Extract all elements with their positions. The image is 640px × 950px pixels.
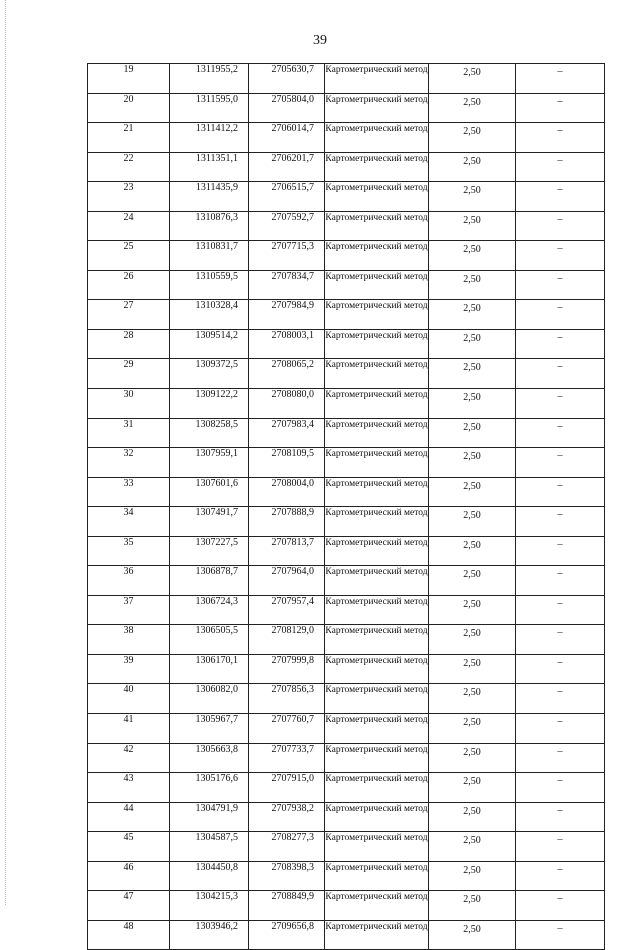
- x-coordinate-cell: 1304450,8: [170, 861, 249, 891]
- y-coordinate-cell: 2708004,0: [249, 477, 325, 507]
- y-coordinate-cell: 2708398,3: [249, 861, 325, 891]
- accuracy-cell: 2,50: [429, 536, 516, 566]
- method-cell: Картометрический метод: [325, 270, 429, 300]
- point-number-cell: 42: [88, 743, 170, 773]
- table-row: [88, 93, 605, 123]
- note-cell: –: [516, 773, 605, 803]
- point-number-cell: 44: [88, 802, 170, 832]
- x-coordinate-cell: 1306724,3: [170, 595, 249, 625]
- method-cell: Картометрический метод: [325, 773, 429, 803]
- accuracy-cell: 2,50: [429, 123, 516, 153]
- note-cell: –: [516, 64, 605, 94]
- y-coordinate-cell: 2708277,3: [249, 832, 325, 862]
- note-cell: –: [516, 832, 605, 862]
- x-coordinate-cell: 1306878,7: [170, 566, 249, 596]
- point-number-cell: 48: [88, 920, 170, 950]
- note-cell: –: [516, 182, 605, 212]
- note-cell: –: [516, 123, 605, 153]
- accuracy-cell: 2,50: [429, 182, 516, 212]
- method-cell: Картометрический метод: [325, 211, 429, 241]
- scan-edge-line: [5, 0, 6, 905]
- method-cell: Картометрический метод: [325, 654, 429, 684]
- method-cell: Картометрический метод: [325, 418, 429, 448]
- note-cell: –: [516, 300, 605, 330]
- method-cell: Картометрический метод: [325, 743, 429, 773]
- note-cell: –: [516, 241, 605, 271]
- table-row: [88, 182, 605, 212]
- point-number-cell: 32: [88, 448, 170, 478]
- point-number-cell: 27: [88, 300, 170, 330]
- accuracy-cell: 2,50: [429, 270, 516, 300]
- method-cell: Картометрический метод: [325, 714, 429, 744]
- y-coordinate-cell: 2708003,1: [249, 329, 325, 359]
- point-number-cell: 39: [88, 654, 170, 684]
- note-cell: –: [516, 861, 605, 891]
- table-row: [88, 566, 605, 596]
- y-coordinate-cell: 2707856,3: [249, 684, 325, 714]
- method-cell: Картометрический метод: [325, 832, 429, 862]
- method-cell: Картометрический метод: [325, 507, 429, 537]
- table-row: [88, 654, 605, 684]
- point-number-cell: 43: [88, 773, 170, 803]
- page-number: 39: [313, 33, 327, 48]
- accuracy-cell: 2,50: [429, 832, 516, 862]
- accuracy-cell: 2,50: [429, 211, 516, 241]
- method-cell: Картометрический метод: [325, 123, 429, 153]
- point-number-cell: 41: [88, 714, 170, 744]
- x-coordinate-cell: 1311351,1: [170, 152, 249, 182]
- method-cell: Картометрический метод: [325, 389, 429, 419]
- note-cell: –: [516, 566, 605, 596]
- note-cell: –: [516, 743, 605, 773]
- accuracy-cell: 2,50: [429, 595, 516, 625]
- y-coordinate-cell: 2707813,7: [249, 536, 325, 566]
- y-coordinate-cell: 2707760,7: [249, 714, 325, 744]
- note-cell: –: [516, 418, 605, 448]
- y-coordinate-cell: 2707957,4: [249, 595, 325, 625]
- x-coordinate-cell: 1311435,9: [170, 182, 249, 212]
- accuracy-cell: 2,50: [429, 654, 516, 684]
- point-number-cell: 33: [88, 477, 170, 507]
- accuracy-cell: 2,50: [429, 625, 516, 655]
- note-cell: –: [516, 152, 605, 182]
- table-row: [88, 300, 605, 330]
- x-coordinate-cell: 1305176,6: [170, 773, 249, 803]
- x-coordinate-cell: 1309372,5: [170, 359, 249, 389]
- method-cell: Картометрический метод: [325, 536, 429, 566]
- table-row: [88, 773, 605, 803]
- y-coordinate-cell: 2708849,9: [249, 891, 325, 921]
- method-cell: Картометрический метод: [325, 329, 429, 359]
- method-cell: Картометрический метод: [325, 64, 429, 94]
- point-number-cell: 37: [88, 595, 170, 625]
- point-number-cell: 28: [88, 329, 170, 359]
- x-coordinate-cell: 1310876,3: [170, 211, 249, 241]
- table-row: [88, 389, 605, 419]
- point-number-cell: 45: [88, 832, 170, 862]
- table-row: [88, 477, 605, 507]
- y-coordinate-cell: 2706014,7: [249, 123, 325, 153]
- x-coordinate-cell: 1304215,3: [170, 891, 249, 921]
- table-row: [88, 418, 605, 448]
- table-row: [88, 802, 605, 832]
- y-coordinate-cell: 2706515,7: [249, 182, 325, 212]
- method-cell: Картометрический метод: [325, 595, 429, 625]
- method-cell: Картометрический метод: [325, 152, 429, 182]
- x-coordinate-cell: 1304791,9: [170, 802, 249, 832]
- y-coordinate-cell: 2707888,9: [249, 507, 325, 537]
- point-number-cell: 29: [88, 359, 170, 389]
- y-coordinate-cell: 2707733,7: [249, 743, 325, 773]
- x-coordinate-cell: 1307227,5: [170, 536, 249, 566]
- table-row: [88, 625, 605, 655]
- point-number-cell: 20: [88, 93, 170, 123]
- y-coordinate-cell: 2708109,5: [249, 448, 325, 478]
- note-cell: –: [516, 802, 605, 832]
- point-number-cell: 19: [88, 64, 170, 94]
- accuracy-cell: 2,50: [429, 802, 516, 832]
- y-coordinate-cell: 2707938,2: [249, 802, 325, 832]
- note-cell: –: [516, 684, 605, 714]
- y-coordinate-cell: 2707984,9: [249, 300, 325, 330]
- method-cell: Картометрический метод: [325, 182, 429, 212]
- method-cell: Картометрический метод: [325, 625, 429, 655]
- method-cell: Картометрический метод: [325, 241, 429, 271]
- x-coordinate-cell: 1311412,2: [170, 123, 249, 153]
- note-cell: –: [516, 625, 605, 655]
- note-cell: –: [516, 891, 605, 921]
- y-coordinate-cell: 2707592,7: [249, 211, 325, 241]
- table-row: [88, 536, 605, 566]
- x-coordinate-cell: 1311595,0: [170, 93, 249, 123]
- accuracy-cell: 2,50: [429, 64, 516, 94]
- point-number-cell: 36: [88, 566, 170, 596]
- table-row: [88, 448, 605, 478]
- method-cell: Картометрический метод: [325, 300, 429, 330]
- note-cell: –: [516, 329, 605, 359]
- x-coordinate-cell: 1305967,7: [170, 714, 249, 744]
- table-row: [88, 241, 605, 271]
- x-coordinate-cell: 1310328,4: [170, 300, 249, 330]
- x-coordinate-cell: 1306170,1: [170, 654, 249, 684]
- x-coordinate-cell: 1308258,5: [170, 418, 249, 448]
- x-coordinate-cell: 1310831,7: [170, 241, 249, 271]
- table-row: [88, 684, 605, 714]
- x-coordinate-cell: 1307491,7: [170, 507, 249, 537]
- note-cell: –: [516, 507, 605, 537]
- point-number-cell: 31: [88, 418, 170, 448]
- method-cell: Картометрический метод: [325, 566, 429, 596]
- accuracy-cell: 2,50: [429, 566, 516, 596]
- x-coordinate-cell: 1307601,6: [170, 477, 249, 507]
- method-cell: Картометрический метод: [325, 920, 429, 950]
- method-cell: Картометрический метод: [325, 359, 429, 389]
- table-row: [88, 329, 605, 359]
- method-cell: Картометрический метод: [325, 93, 429, 123]
- table-row: [88, 123, 605, 153]
- table-row: [88, 211, 605, 241]
- point-number-cell: 25: [88, 241, 170, 271]
- point-number-cell: 38: [88, 625, 170, 655]
- point-number-cell: 26: [88, 270, 170, 300]
- x-coordinate-cell: 1306505,5: [170, 625, 249, 655]
- point-number-cell: 35: [88, 536, 170, 566]
- note-cell: –: [516, 920, 605, 950]
- y-coordinate-cell: 2707983,4: [249, 418, 325, 448]
- x-coordinate-cell: 1304587,5: [170, 832, 249, 862]
- accuracy-cell: 2,50: [429, 743, 516, 773]
- y-coordinate-cell: 2707915,0: [249, 773, 325, 803]
- accuracy-cell: 2,50: [429, 389, 516, 419]
- table-row: [88, 152, 605, 182]
- note-cell: –: [516, 448, 605, 478]
- y-coordinate-cell: 2707715,3: [249, 241, 325, 271]
- x-coordinate-cell: 1311955,2: [170, 64, 249, 94]
- note-cell: –: [516, 654, 605, 684]
- x-coordinate-cell: 1303946,2: [170, 920, 249, 950]
- y-coordinate-cell: 2708129,0: [249, 625, 325, 655]
- table-row: [88, 832, 605, 862]
- method-cell: Картометрический метод: [325, 802, 429, 832]
- coordinates-table: [87, 63, 605, 950]
- coordinates-table-body: [88, 64, 605, 950]
- table-row: [88, 891, 605, 921]
- note-cell: –: [516, 270, 605, 300]
- note-cell: –: [516, 93, 605, 123]
- y-coordinate-cell: 2707964,0: [249, 566, 325, 596]
- x-coordinate-cell: 1309514,2: [170, 329, 249, 359]
- x-coordinate-cell: 1310559,5: [170, 270, 249, 300]
- accuracy-cell: 2,50: [429, 418, 516, 448]
- accuracy-cell: 2,50: [429, 448, 516, 478]
- accuracy-cell: 2,50: [429, 359, 516, 389]
- point-number-cell: 34: [88, 507, 170, 537]
- y-coordinate-cell: 2705630,7: [249, 64, 325, 94]
- y-coordinate-cell: 2707999,8: [249, 654, 325, 684]
- note-cell: –: [516, 536, 605, 566]
- method-cell: Картометрический метод: [325, 891, 429, 921]
- accuracy-cell: 2,50: [429, 241, 516, 271]
- point-number-cell: 47: [88, 891, 170, 921]
- accuracy-cell: 2,50: [429, 152, 516, 182]
- accuracy-cell: 2,50: [429, 684, 516, 714]
- accuracy-cell: 2,50: [429, 300, 516, 330]
- y-coordinate-cell: 2708080,0: [249, 389, 325, 419]
- note-cell: –: [516, 211, 605, 241]
- table-row: [88, 920, 605, 950]
- point-number-cell: 22: [88, 152, 170, 182]
- point-number-cell: 23: [88, 182, 170, 212]
- point-number-cell: 24: [88, 211, 170, 241]
- accuracy-cell: 2,50: [429, 773, 516, 803]
- point-number-cell: 30: [88, 389, 170, 419]
- y-coordinate-cell: 2709656,8: [249, 920, 325, 950]
- accuracy-cell: 2,50: [429, 93, 516, 123]
- x-coordinate-cell: 1307959,1: [170, 448, 249, 478]
- table-row: [88, 714, 605, 744]
- y-coordinate-cell: 2706201,7: [249, 152, 325, 182]
- table-row: [88, 507, 605, 537]
- point-number-cell: 40: [88, 684, 170, 714]
- method-cell: Картометрический метод: [325, 477, 429, 507]
- note-cell: –: [516, 714, 605, 744]
- y-coordinate-cell: 2705804,0: [249, 93, 325, 123]
- table-row: [88, 359, 605, 389]
- point-number-cell: 21: [88, 123, 170, 153]
- note-cell: –: [516, 389, 605, 419]
- y-coordinate-cell: 2708065,2: [249, 359, 325, 389]
- table-row: [88, 595, 605, 625]
- table-row: [88, 64, 605, 94]
- accuracy-cell: 2,50: [429, 891, 516, 921]
- accuracy-cell: 2,50: [429, 329, 516, 359]
- x-coordinate-cell: 1305663,8: [170, 743, 249, 773]
- accuracy-cell: 2,50: [429, 861, 516, 891]
- note-cell: –: [516, 477, 605, 507]
- table-row: [88, 743, 605, 773]
- point-number-cell: 46: [88, 861, 170, 891]
- note-cell: –: [516, 359, 605, 389]
- note-cell: –: [516, 595, 605, 625]
- accuracy-cell: 2,50: [429, 714, 516, 744]
- x-coordinate-cell: 1306082,0: [170, 684, 249, 714]
- x-coordinate-cell: 1309122,2: [170, 389, 249, 419]
- table-row: [88, 861, 605, 891]
- y-coordinate-cell: 2707834,7: [249, 270, 325, 300]
- method-cell: Картометрический метод: [325, 861, 429, 891]
- accuracy-cell: 2,50: [429, 920, 516, 950]
- method-cell: Картометрический метод: [325, 684, 429, 714]
- accuracy-cell: 2,50: [429, 477, 516, 507]
- table-row: [88, 270, 605, 300]
- method-cell: Картометрический метод: [325, 448, 429, 478]
- accuracy-cell: 2,50: [429, 507, 516, 537]
